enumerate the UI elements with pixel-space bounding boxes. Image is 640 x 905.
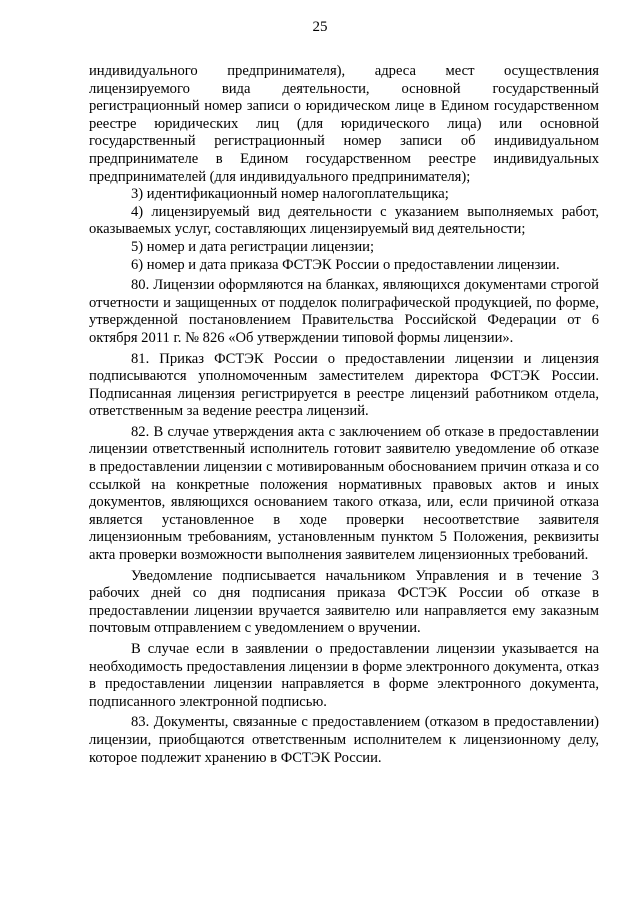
paragraph-notification: Уведомление подписывается начальником Управления и в течение 3 рабочих дней со дня подписания приказа ФСТЭК России об отказе в предоставлении лицензии вручается заявителю или направляется ему заказным почтовым отправлением с уведомлением о вручении. [89,567,599,637]
paragraph-clause-82: 82. В случае утверждения акта с заключением об отказе в предоставлении лицензии ответственный исполнитель готовит заявителю уведомление об отказе в предоставлении лицензии с мотивированным обоснованием причин отказа и со ссылкой на конкретные положения нормативных правовых актов и иных документов, являющихся основанием такого отказа, или, если причиной отказа является установленное в ходе проверки несоответствие заявителя лицензионным требованиям, установленным пунктом 5 Положения, реквизиты акта проверки возможности выполнения заявителем лицензионных требований. [89,423,599,564]
document-body [89,63,599,767]
paragraph-item-3: 3) идентификационный номер налогоплательщика; [131,186,449,203]
paragraph-clause-81: 81. Приказ ФСТЭК России о предоставлении лицензии и лицензия подписываются уполномоченным заместителем директора ФСТЭК России. Подписанная лицензия регистрируется в реестре лицензий работником отдела, ответственным за ведение реестра лицензий. [89,350,599,420]
paragraph-item-4: 4) лицензируемый вид деятельности с указанием выполняемых работ, оказываемых услуг, составляющих лицензируемый вид деятельности; [89,203,599,238]
paragraph-continuation: индивидуального предпринимателя), адреса мест осуществления лицензируемого вида деятельности, основной государственный регистрационный номер записи о юридическом лице в Едином государственном реестре юридических лиц (для юридического лица) или основной государственный регистрационный номер записи об индивидуальном предпринимателе в Едином государственном реестре индивидуальных предпринимателей (для индивидуального предпринимателя); [89,63,599,185]
paragraph-item-5: 5) номер и дата регистрации лицензии; [131,238,375,255]
paragraph-clause-80: 80. Лицензии оформляются на бланках, являющихся документами строгой отчетности и защищенных от подделок полиграфической продукцией, по форме, утвержденной постановлением Правительства Российской Федерации от 6 октября 2011 г. № 826 «Об утверждении типовой формы лицензии». [89,277,599,346]
paragraph-clause-83: 83. Документы, связанные с предоставлением (отказом в предоставлении) лицензии, приобщаются ответственным исполнителем к лицензионному делу, которое подлежит хранению в ФСТЭК России. [89,714,599,766]
paragraph-item-6: 6) номер и дата приказа ФСТЭК России о предоставлении лицензии. [131,256,560,273]
paragraph-electronic: В случае если в заявлении о предоставлении лицензии указывается на необходимость предоставления лицензии в форме электронного документа, отказ в предоставлении лицензии направляется в форме электронного документа, подписанного электронной подписью. [89,641,599,710]
page-number: 25 [312,19,328,35]
